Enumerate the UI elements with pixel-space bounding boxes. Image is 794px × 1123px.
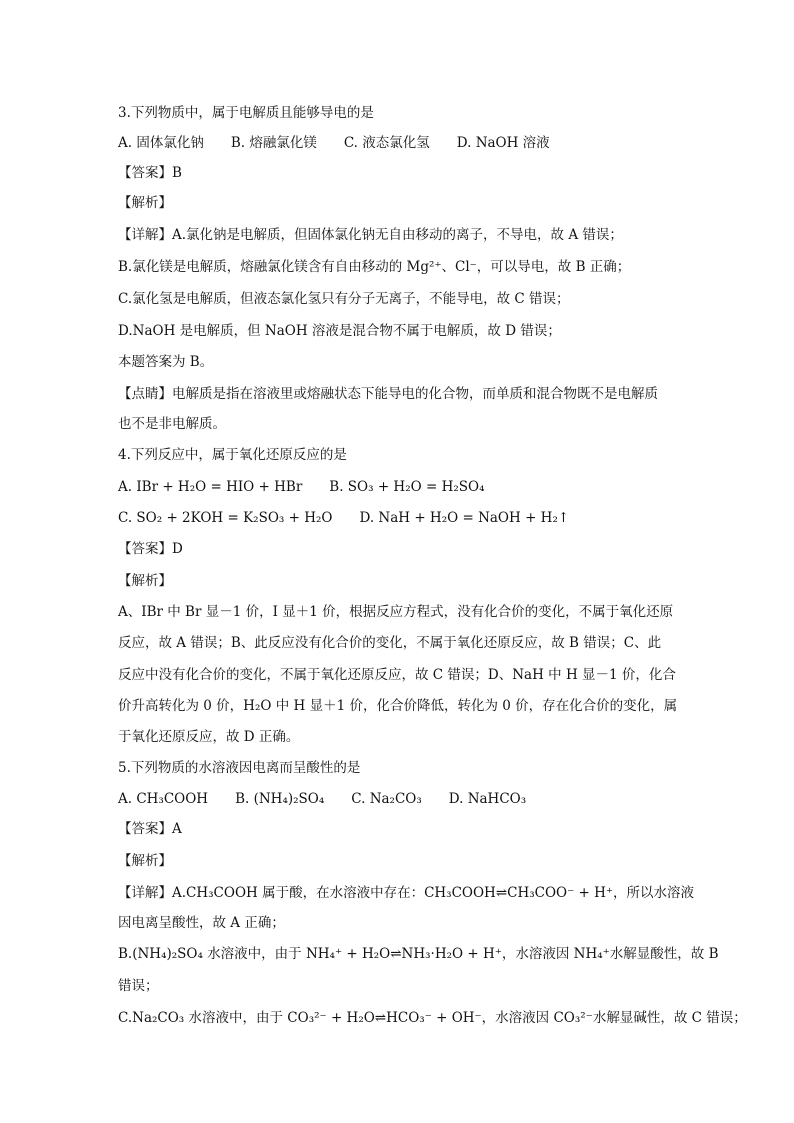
question-3-tip-line-2: 也不是非电解质。 — [118, 416, 226, 432]
question-4-options-ab: A. IBr + H₂O = HIO + HBr B. SO₃ + H₂O = H₂SO₄ — [118, 479, 485, 495]
question-4-answer: 【答案】D — [118, 541, 183, 557]
question-4-analysis-line-2: 反应，故 A 错误；B、此反应没有化合价的变化，不属于氧化还原反应，故 B 错误；C、此 — [118, 635, 662, 651]
question-3-detail-b: B.氯化镁是电解质，熔融氯化镁含有自由移动的 Mg²⁺、Cl⁻，可以导电，故 B 正确； — [118, 259, 631, 275]
question-3-stem: 3.下列物质中，属于电解质且能够导电的是 — [118, 105, 374, 121]
question-5-analysis-heading: 【解析】 — [118, 853, 172, 869]
question-3-tip-line-1: 【点睛】电解质是指在溶液里或熔融状态下能导电的化合物，而单质和混合物既不是电解质 — [118, 386, 658, 402]
question-3-analysis-heading: 【解析】 — [118, 195, 172, 211]
question-5-detail-b-line-1: B.(NH₄)₂SO₄ 水溶液中，由于 NH₄⁺ + H₂O⇌NH₃·H₂O + H⁺，水溶液因 NH₄⁺水解显酸性，故 B — [118, 946, 719, 962]
question-5-detail-b-line-2: 错误； — [118, 978, 159, 994]
question-4-analysis-line-1: A、IBr 中 Br 显－1 价，I 显＋1 价，根据反应方程式，没有化合价的变化，不属于氧化还原 — [118, 604, 674, 620]
question-3-answer: 【答案】B — [118, 165, 182, 181]
question-5-answer: 【答案】A — [118, 821, 182, 837]
question-4-analysis-line-5: 于氧化还原反应，故 D 正确。 — [118, 729, 300, 745]
question-3-detail-d: D.NaOH 是电解质，但 NaOH 溶液是混合物不属于电解质，故 D 错误； — [118, 323, 561, 339]
question-5-stem: 5.下列物质的水溶液因电离而呈酸性的是 — [118, 760, 361, 776]
question-3-conclusion: 本题答案为 B。 — [118, 354, 214, 370]
question-4-analysis-line-3: 反应中没有化合价的变化，不属于氧化还原反应，故 C 错误；D、NaH 中 H 显－1 价，化合 — [118, 667, 676, 683]
question-4-stem: 4.下列反应中，属于氧化还原反应的是 — [118, 447, 347, 463]
question-3-detail-c: C.氯化氢是电解质，但液态氯化氢只有分子无离子，不能导电，故 C 错误； — [118, 291, 570, 307]
question-5-options: A. CH₃COOH B. (NH₄)₂SO₄ C. Na₂CO₃ D. NaHCO₃ — [118, 791, 527, 807]
question-4-options-cd: C. SO₂ + 2KOH = K₂SO₃ + H₂O D. NaH + H₂O = NaOH + H₂↑ — [118, 510, 570, 526]
question-5-detail-c: C.Na₂CO₃ 水溶液中，由于 CO₃²⁻ + H₂O⇌HCO₃⁻ + OH⁻，水溶液因 CO₃²⁻水解显碱性，故 C 错误； — [118, 1010, 747, 1026]
question-5-detail-a-line-1: 【详解】A.CH₃COOH 属于酸，在水溶液中存在：CH₃COOH⇌CH₃COO⁻ + H⁺，所以水溶液 — [118, 885, 695, 901]
question-4-analysis-heading: 【解析】 — [118, 573, 172, 589]
question-5-detail-a-line-2: 因电离呈酸性，故 A 正确； — [118, 915, 285, 931]
question-4-analysis-line-4: 价升高转化为 0 价，H₂O 中 H 显＋1 价，化合价降低，转化为 0 价，存在化合价的变化，属 — [118, 698, 678, 714]
question-3-options: A. 固体氯化钠 B. 熔融氯化镁 C. 液态氯化氢 D. NaOH 溶液 — [118, 135, 550, 151]
question-3-detail-a: 【详解】A.氯化钠是电解质，但固体氯化钠无自由移动的离子，不导电，故 A 错误； — [118, 227, 623, 243]
